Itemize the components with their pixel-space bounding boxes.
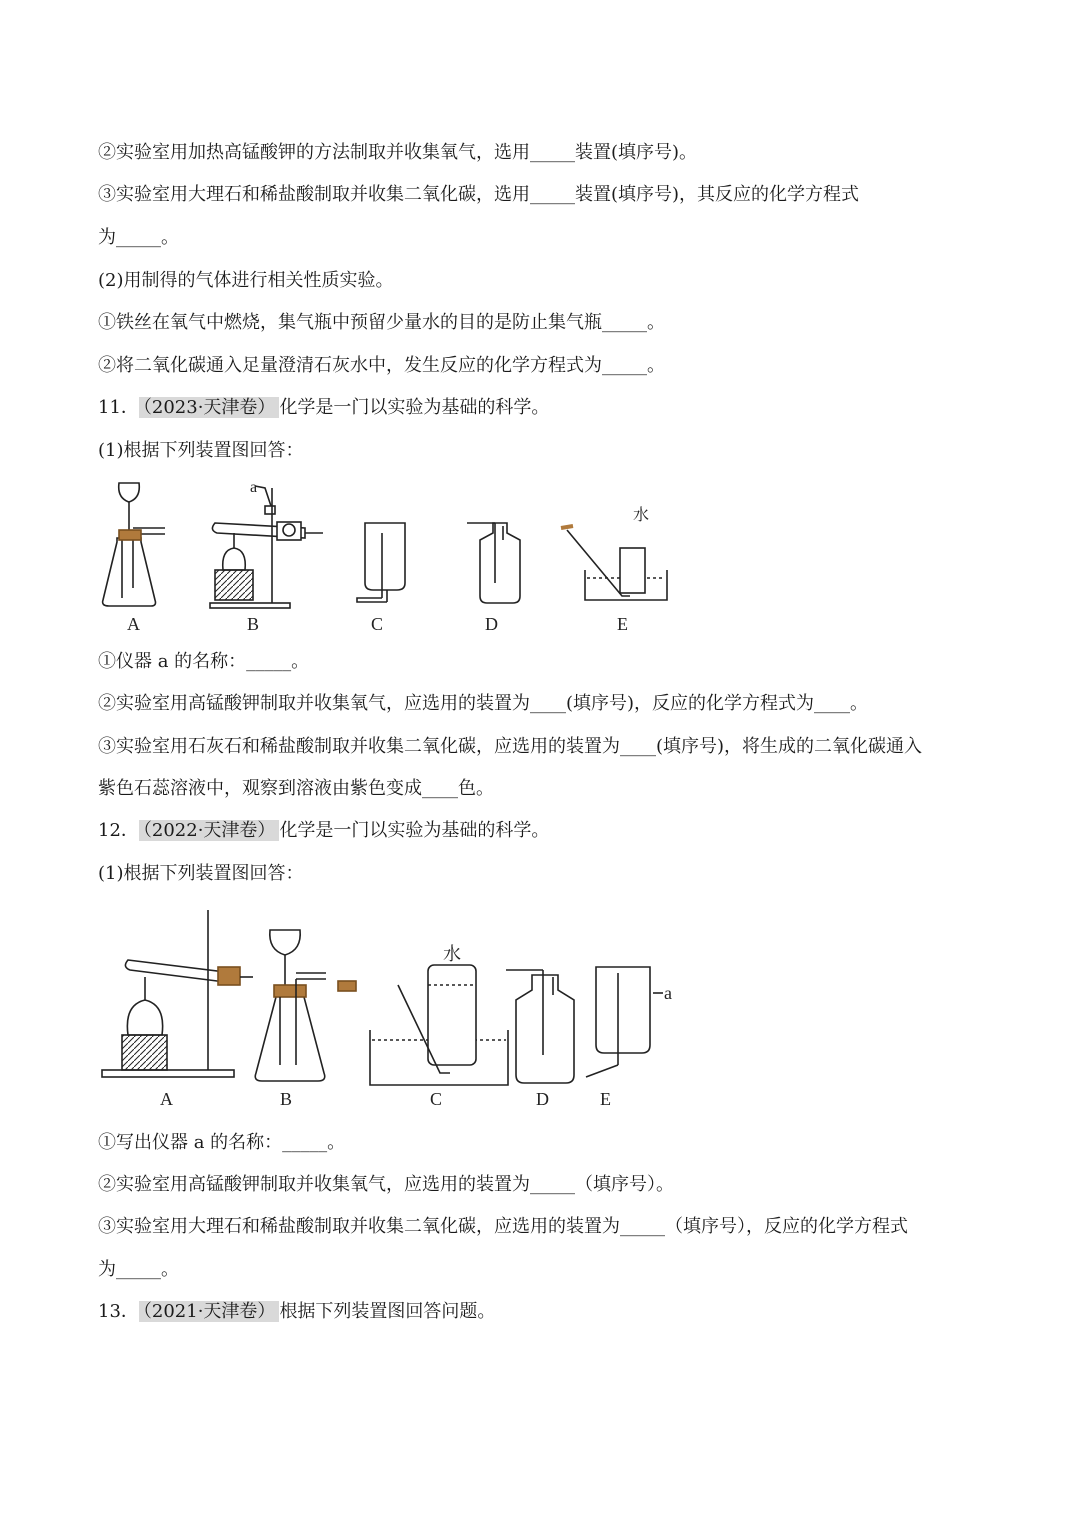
apparatus-e-trough [561,526,667,600]
sub-question: 为_____。 [98,1259,179,1280]
sub-question: (1)根据下列装置图回答： [98,863,304,884]
fig-label-e: E [600,1089,611,1109]
apparatus-a-heating [102,910,253,1077]
sub-question: ①写出仪器 a 的名称：_____。 [98,1132,346,1153]
source-tag: （2021·天津卷） [139,1301,280,1322]
question-stem: 化学是一门以实验为基础的科学。 [279,397,550,418]
fig-label-c: C [430,1089,443,1109]
fig-label-a: A [160,1089,173,1109]
sub-question: ②实验室用高锰酸钾制取并收集氧气，应选用的装置为_____（填序号）。 [98,1174,674,1195]
text-line: ②将二氧化碳通入足量澄清石灰水中，发生反应的化学方程式为_____。 [98,355,665,376]
label-a: a [250,479,258,496]
apparatus-e-bottle [586,967,663,1077]
text-line: (2)用制得的气体进行相关性质实验。 [98,270,394,291]
question-12-heading [98,819,549,843]
apparatus-d-bottle [506,970,574,1083]
question-13-heading [98,1300,495,1324]
sub-question: (1)根据下列装置图回答： [98,440,304,461]
question-number: 11． [98,397,139,418]
question-stem: 根据下列装置图回答问题。 [279,1301,496,1322]
apparatus-b-flask [255,930,326,1081]
apparatus-a-flask [103,483,165,606]
fig-label-c: C [371,614,384,634]
apparatus-c-trough [338,965,508,1085]
sub-question: ②实验室用高锰酸钾制取并收集氧气，应选用的装置为____(填序号)，反应的化学方程式为____。 [98,693,869,714]
question-number: 12． [98,820,139,841]
q11-apparatus-figure [95,478,685,643]
text-line: ③实验室用大理石和稀盐酸制取并收集二氧化碳，选用_____装置(填序号)，其反应的化学方程式 [98,184,860,205]
source-tag: （2023·天津卷） [139,397,280,418]
apparatus-b-heating [210,486,323,608]
text-line: 为_____。 [98,227,179,248]
fig-label-b: B [280,1089,293,1109]
fig-label-d: D [485,614,498,634]
source-tag: （2022·天津卷） [139,820,280,841]
sub-question: ①仪器 a 的名称：_____。 [98,651,310,672]
sub-question: ③实验室用石灰石和稀盐酸制取并收集二氧化碳，应选用的装置为____(填序号)，将生成的二氧化碳通入 [98,736,923,757]
fig-label-d: D [536,1089,549,1109]
question-number: 13． [98,1301,139,1322]
text-line: ②实验室用加热高锰酸钾的方法制取并收集氧气，选用_____装置(填序号)。 [98,142,698,163]
sub-question: 紫色石蕊溶液中，观察到溶液由紫色变成____色。 [98,778,494,799]
fig-label-b: B [247,614,260,634]
label-water: 水 [443,944,461,964]
sub-question: ③实验室用大理石和稀盐酸制取并收集二氧化碳，应选用的装置为_____（填序号），反应的化学方程式 [98,1216,908,1237]
apparatus-c-bottle [357,523,405,602]
fig-label-e: E [617,614,628,634]
question-stem: 化学是一门以实验为基础的科学。 [279,820,550,841]
label-water: 水 [633,507,650,524]
fig-label-a: A [127,614,140,634]
q12-apparatus-figure [98,905,688,1115]
text-line: ①铁丝在氧气中燃烧，集气瓶中预留少量水的目的是防止集气瓶_____。 [98,312,665,333]
label-a: a [664,983,672,1003]
apparatus-d-bottle [467,523,520,603]
question-11-heading [98,396,549,420]
